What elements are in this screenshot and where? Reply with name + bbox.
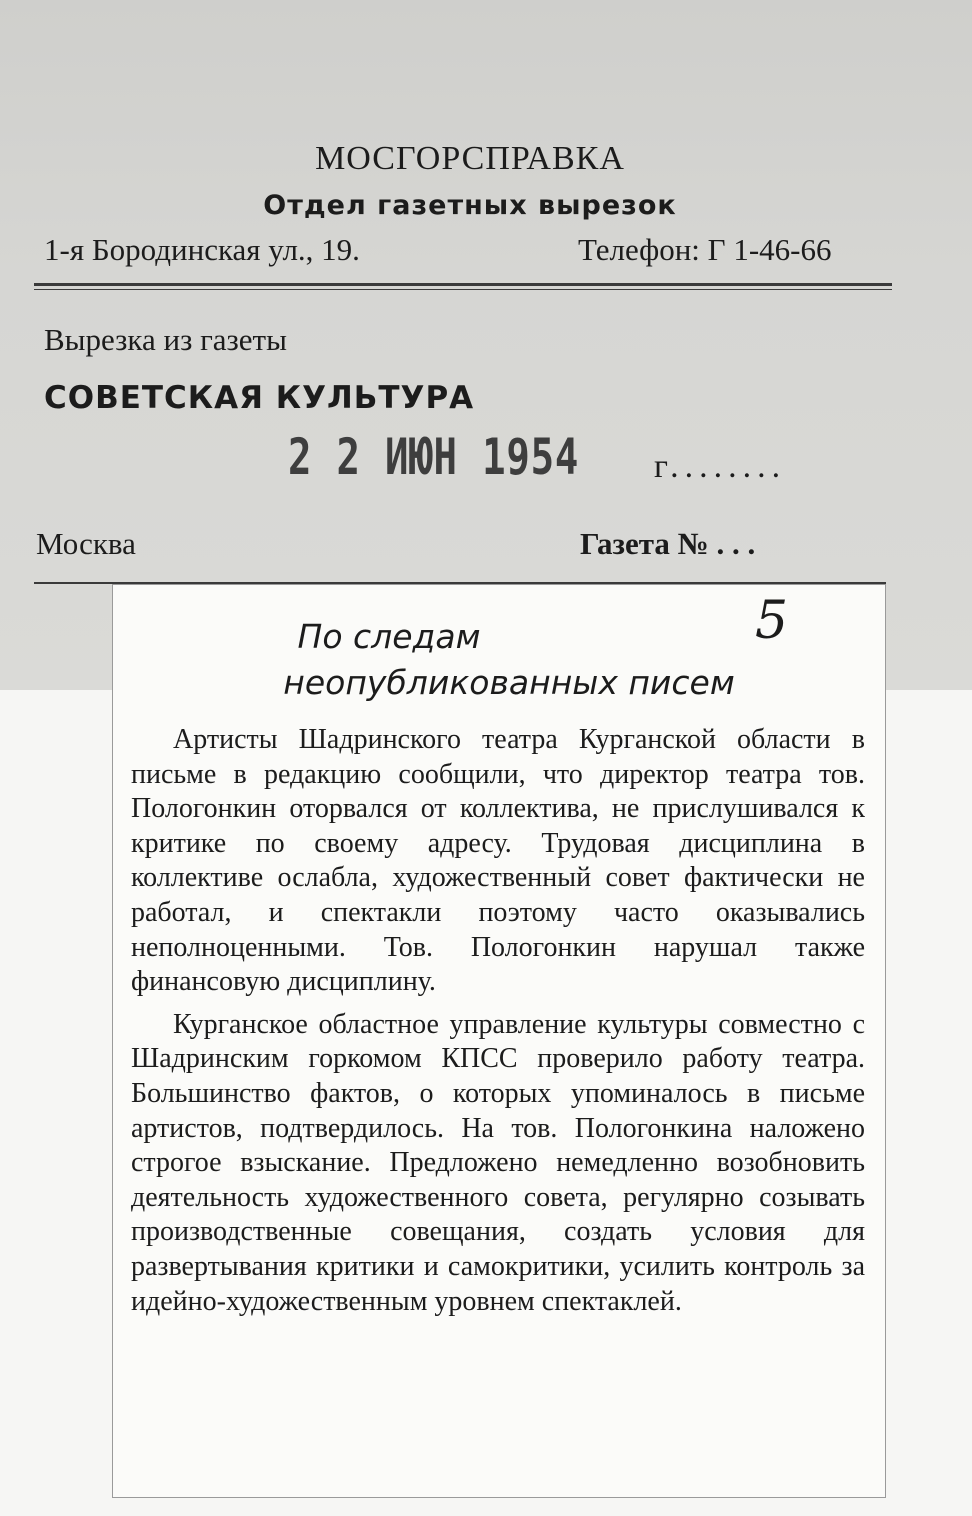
handwritten-number: 5 — [755, 591, 789, 651]
newspaper-name: СОВЕТСКАЯ КУЛЬТУРА — [44, 380, 475, 416]
bureau-title: МОСГОРСПРАВКА — [315, 140, 625, 177]
article-paragraph-1: Артисты Шадринского театра Курганской области в письме в редакцию сообщили, что директор театра тов. Пологонкин оторвался от коллектива, не прислушивался к критике по своему адресу. Трудовая дисциплина в коллективе ослабла, художественный совет фактически не работал, и спектакли поэтому часто оказывались неполноценными. Тов. Пологонкин нарушал также финансовую дисциплину. — [131, 724, 865, 998]
header-divider — [34, 283, 892, 286]
department-subtitle: Отдел газетных вырезок — [263, 190, 677, 221]
issue-number-label: Газета № . . . — [580, 526, 756, 561]
date-stamp: 2 2 ИЮН 1954 — [288, 428, 580, 486]
newspaper-clipping — [112, 584, 886, 1498]
date-suffix: г........ — [654, 448, 787, 485]
bureau-address: 1-я Бородинская ул., 19. — [44, 232, 360, 267]
headline-line-2: неопубликованных писем — [283, 663, 735, 702]
article-body — [131, 723, 865, 1319]
headline-line-1: По следам — [297, 617, 481, 656]
cutting-label: Вырезка из газеты — [44, 322, 287, 357]
bureau-phone: Телефон: Г 1-46-66 — [578, 232, 832, 267]
city-label: Москва — [36, 526, 136, 561]
header-divider-thin — [34, 289, 892, 290]
article-paragraph-2: Курганское областное управление культуры совместно с Шадринским горкомом КПСС проверило работу театра. Большинство фактов, о которых упоминалось в письме артистов, подтвердилось. На тов. Пологонкина наложено строгое взыскание. Предложено немедленно возобновить деятельность художественного совета, регулярно созывать производственные совещания, создать условия для развертывания критики и самокритики, усилить контроль за идейно-художественным уровнем спектаклей. — [131, 1008, 865, 1317]
